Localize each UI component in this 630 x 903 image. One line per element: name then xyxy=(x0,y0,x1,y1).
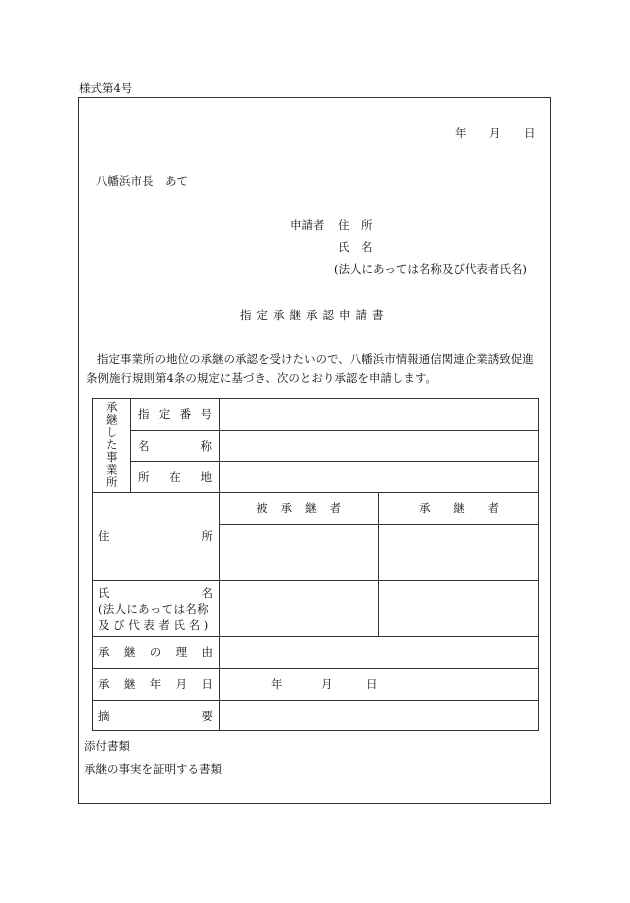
attachments-item: 承継の事実を証明する書類 xyxy=(84,762,222,776)
applicant-label: 申請者 xyxy=(290,218,325,232)
office-name-label: 名 称 xyxy=(138,438,212,453)
date-year: 年 xyxy=(455,126,467,140)
form-number: 様式第4号 xyxy=(79,81,133,95)
applicant-address-label: 住 所 xyxy=(338,218,373,232)
succession-date-label: 承 継 年 月 日 xyxy=(98,677,213,691)
document-title: 指定承継承認申請書 xyxy=(240,308,389,322)
table-rule xyxy=(219,524,539,525)
person-name-row-label xyxy=(98,584,213,634)
successor-column-header: 承 継 者 xyxy=(419,501,499,515)
applicant-corp-note: (法人にあっては名称及び代表者氏名) xyxy=(334,262,527,276)
table-rule xyxy=(378,492,379,636)
succession-reason-label: 承 継 の 理 由 xyxy=(98,645,213,659)
table-rule xyxy=(92,580,539,581)
date-month: 月 xyxy=(489,126,501,140)
office-location-label: 所 在 地 xyxy=(138,469,212,484)
applicant-name-label: 氏 名 xyxy=(338,240,373,254)
address-row-label: 住 所 xyxy=(98,529,213,543)
body-text: 指定事業所の地位の承継の承認を受けたいので、八幡浜市情報通信関連企業誘致促進条例施行規則第4条の規定に基づき、次のとおり承認を申請します。 xyxy=(86,352,534,385)
person-name-note-line1: (法人にあっては名称 xyxy=(98,602,209,616)
succession-date-month: 月 xyxy=(321,677,333,691)
succeeded-office-group-label-cell xyxy=(92,398,130,492)
table-rule xyxy=(219,398,220,731)
predecessor-column-header: 被 承 継 者 xyxy=(256,501,341,515)
succession-date-day: 日 xyxy=(366,677,378,691)
person-name-top-right: 名 xyxy=(201,585,213,600)
person-name-top: 氏 xyxy=(98,585,110,600)
remarks-label: 摘 要 xyxy=(98,708,213,723)
succeeded-office-group-label: 承継した事業所 xyxy=(104,401,119,489)
person-name-note-line2: 及び代表者氏名) xyxy=(98,618,212,632)
designation-number-label: 指 定 番 号 xyxy=(138,407,212,421)
attachments-label: 添付書類 xyxy=(84,739,130,753)
succession-date-year: 年 xyxy=(271,677,283,691)
date-day: 日 xyxy=(524,126,536,140)
table-rule xyxy=(130,398,131,492)
addressee: 八幡浜市長 あて xyxy=(96,174,188,188)
